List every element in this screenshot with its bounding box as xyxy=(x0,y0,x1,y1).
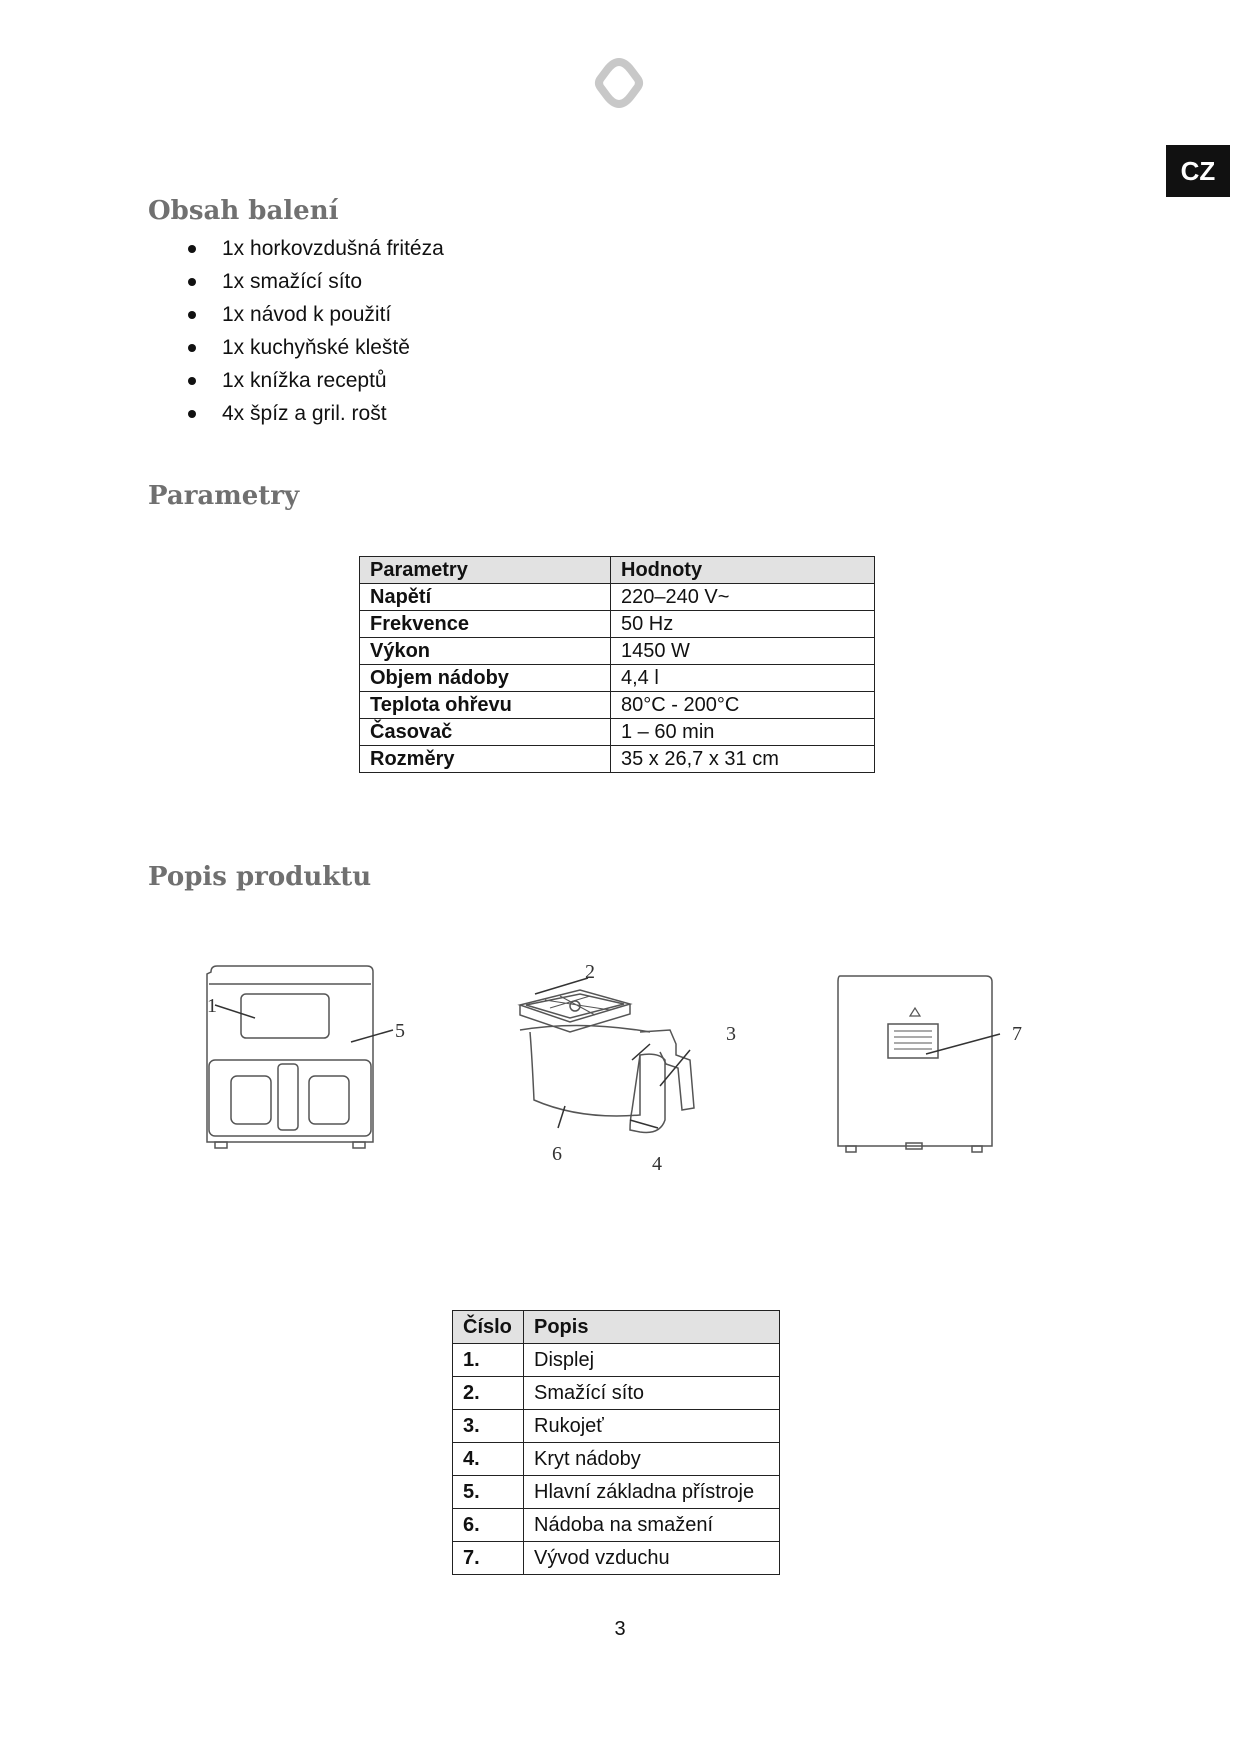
table-row xyxy=(453,1509,780,1542)
diagram-label: 1 xyxy=(207,995,217,1017)
param-label: Teplota ohřevu xyxy=(360,692,611,719)
table-header-row xyxy=(360,557,875,584)
front-view-illustration xyxy=(195,960,415,1160)
page-number: 3 xyxy=(614,1618,626,1640)
table-row xyxy=(360,692,875,719)
param-label: Frekvence xyxy=(360,611,611,638)
param-value: 35 x 26,7 x 31 cm xyxy=(611,746,875,773)
param-value: 50 Hz xyxy=(611,611,875,638)
basket-illustration xyxy=(490,960,750,1190)
param-label: Rozměry xyxy=(360,746,611,773)
diagram-label: 3 xyxy=(726,1023,736,1045)
part-number: 5. xyxy=(453,1476,524,1509)
param-label: Objem nádoby xyxy=(360,665,611,692)
param-value: 1450 W xyxy=(611,638,875,665)
list-item: 1x knížka receptů xyxy=(186,364,444,397)
part-description: Nádoba na smažení xyxy=(524,1509,780,1542)
table-row xyxy=(360,611,875,638)
package-contents-title: Obsah balení xyxy=(148,196,339,226)
part-number: 1. xyxy=(453,1344,524,1377)
part-number: 4. xyxy=(453,1443,524,1476)
list-item: 1x návod k použití xyxy=(186,298,444,331)
parameters-title: Parametry xyxy=(148,481,300,511)
param-label: Napětí xyxy=(360,584,611,611)
part-number: 3. xyxy=(453,1410,524,1443)
back-view-illustration xyxy=(830,970,1060,1170)
table-row xyxy=(360,746,875,773)
list-item: 1x kuchyňské kleště xyxy=(186,331,444,364)
part-description: Kryt nádoby xyxy=(524,1443,780,1476)
column-header: Parametry xyxy=(360,557,611,584)
table-row xyxy=(360,638,875,665)
table-row xyxy=(360,665,875,692)
param-value: 4,4 l xyxy=(611,665,875,692)
diagram-label: 6 xyxy=(552,1143,562,1165)
param-value: 220–240 V~ xyxy=(611,584,875,611)
parameters-table xyxy=(359,556,875,773)
table-row xyxy=(360,584,875,611)
table-row xyxy=(360,719,875,746)
parts-table xyxy=(452,1310,780,1575)
package-contents-list xyxy=(186,232,444,430)
language-tab: CZ xyxy=(1166,145,1230,197)
param-label: Výkon xyxy=(360,638,611,665)
param-label: Časovač xyxy=(360,719,611,746)
part-description: Rukojeť xyxy=(524,1410,780,1443)
column-header: Popis xyxy=(524,1311,780,1344)
list-item: 4x špíz a gril. rošt xyxy=(186,397,444,430)
table-row xyxy=(453,1410,780,1443)
table-row xyxy=(453,1542,780,1575)
table-row xyxy=(453,1377,780,1410)
column-header: Hodnoty xyxy=(611,557,875,584)
list-item: 1x horkovzdušná fritéza xyxy=(186,232,444,265)
column-header: Číslo xyxy=(453,1311,524,1344)
part-description: Hlavní základna přístroje xyxy=(524,1476,780,1509)
diagram-label: 5 xyxy=(395,1020,405,1042)
table-row xyxy=(453,1344,780,1377)
part-number: 2. xyxy=(453,1377,524,1410)
part-description: Smažící síto xyxy=(524,1377,780,1410)
param-value: 80°C - 200°C xyxy=(611,692,875,719)
part-number: 6. xyxy=(453,1509,524,1542)
diagram-label: 2 xyxy=(585,961,595,983)
product-description-title: Popis produktu xyxy=(148,862,372,892)
brand-logo xyxy=(594,58,644,108)
param-value: 1 – 60 min xyxy=(611,719,875,746)
part-description: Vývod vzduchu xyxy=(524,1542,780,1575)
part-description: Displej xyxy=(524,1344,780,1377)
table-row xyxy=(453,1443,780,1476)
diagram-label: 7 xyxy=(1012,1023,1022,1045)
table-row xyxy=(453,1476,780,1509)
diagram-label: 4 xyxy=(652,1153,662,1175)
list-item: 1x smažící síto xyxy=(186,265,444,298)
part-number: 7. xyxy=(453,1542,524,1575)
table-header-row xyxy=(453,1311,780,1344)
